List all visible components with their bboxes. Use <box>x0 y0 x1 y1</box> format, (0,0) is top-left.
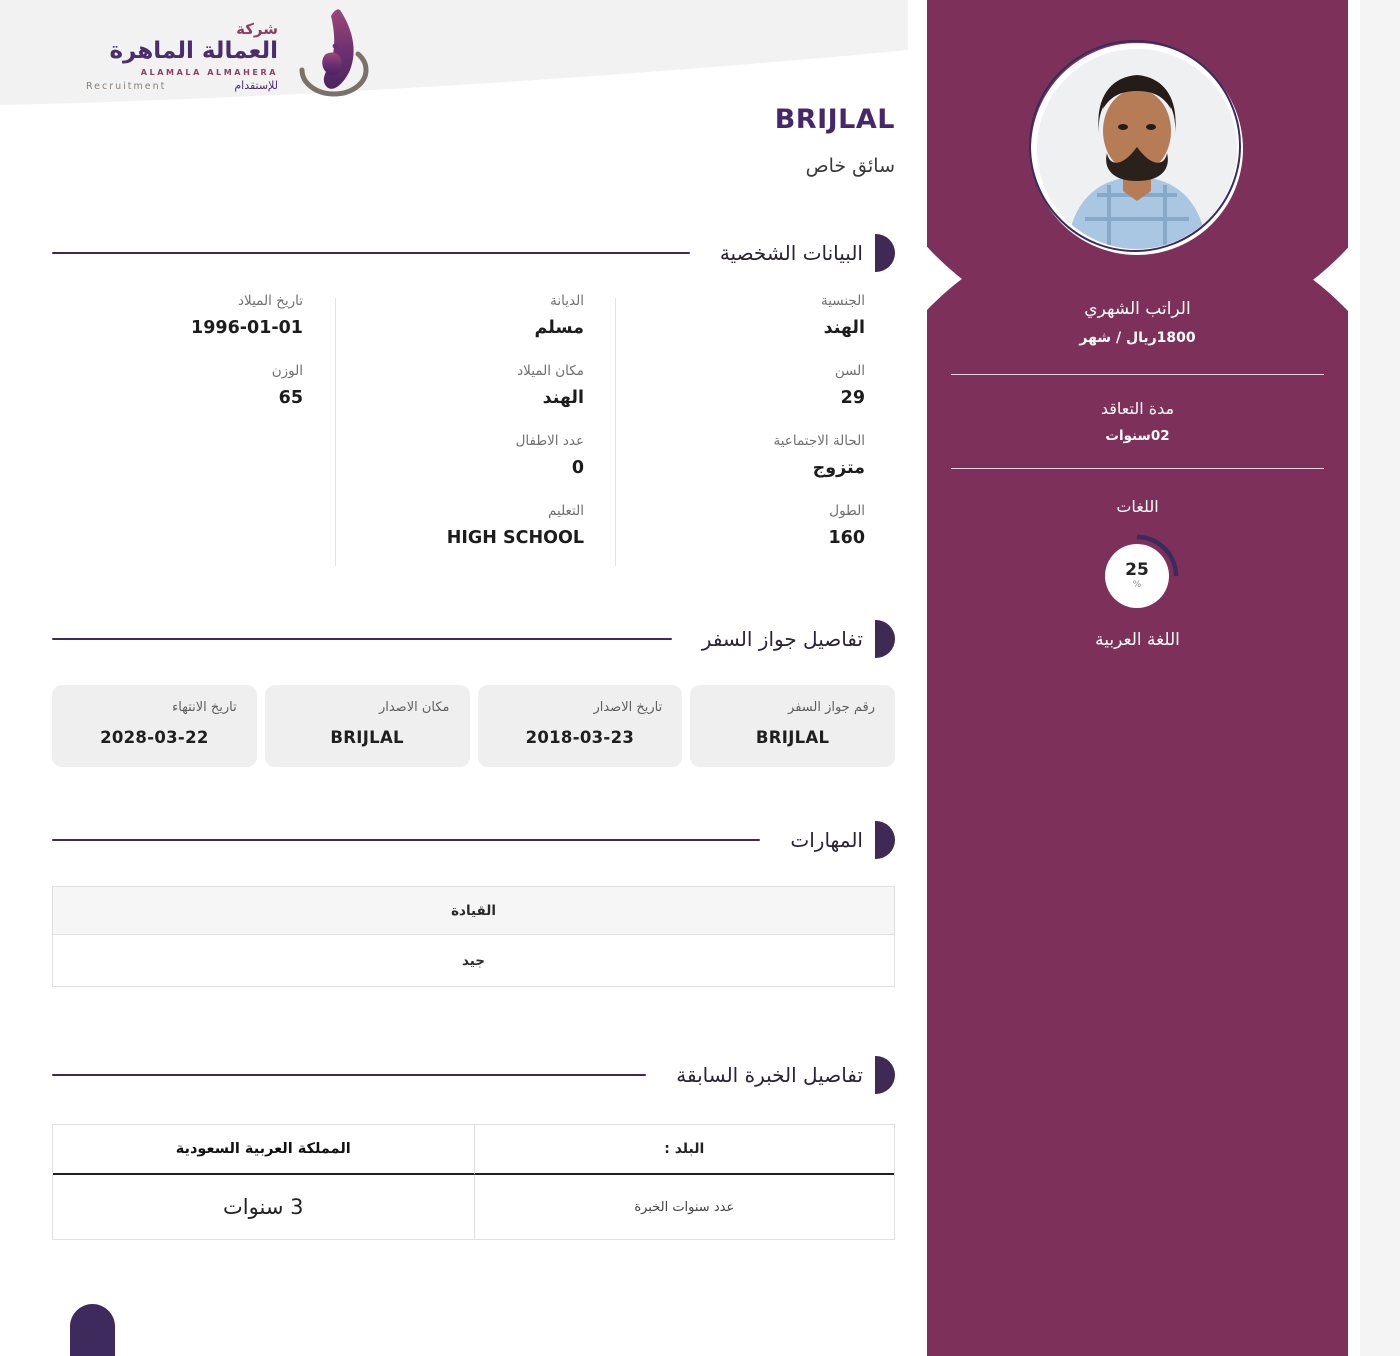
field-value: الهند <box>823 318 865 338</box>
field-label: الديانة <box>550 293 584 309</box>
contract-duration-label: مدة التعاقد <box>1100 399 1175 418</box>
field-height <box>614 503 895 548</box>
field-label: الوزن <box>271 363 303 379</box>
card-value: 2028-03-22 <box>100 728 209 747</box>
field-birth-place <box>333 363 614 408</box>
salary-label: الراتب الشهري <box>1084 299 1191 319</box>
language-percent-value: 25 <box>1125 560 1149 580</box>
field-education <box>333 503 614 548</box>
field-value: 1996-01-01 <box>191 318 303 338</box>
column-divider <box>615 298 616 566</box>
cv-main-column <box>52 0 895 1356</box>
language-name: اللغة العربية <box>1095 630 1180 650</box>
section-marker-icon <box>875 620 895 658</box>
field-label: الطول <box>829 503 865 519</box>
experience-years-label: عدد سنوات الخبرة <box>634 1199 735 1215</box>
field-value: متزوج <box>812 458 865 478</box>
field-age <box>614 363 895 408</box>
section-title-passport: تفاصيل جواز السفر <box>701 627 863 651</box>
passport-cards <box>52 685 895 767</box>
section-rule <box>52 839 760 841</box>
field-value: 0 <box>571 458 584 478</box>
field-nationality <box>614 293 895 338</box>
field-label: تاريخ الميلاد <box>238 293 303 309</box>
personal-data-grid <box>52 293 895 548</box>
grid-spacer <box>52 433 333 478</box>
passport-number-card <box>690 685 895 767</box>
experience-table <box>52 1124 895 1240</box>
section-title-skills: المهارات <box>790 828 863 852</box>
cv-sidebar <box>927 0 1348 1356</box>
section-marker-icon <box>875 821 895 859</box>
field-value: مسلم <box>534 318 584 338</box>
section-rule <box>52 252 690 254</box>
field-value: الهند <box>542 388 584 408</box>
logo-company-name-en: ALAMALA ALMAHERA <box>140 67 278 77</box>
field-value: HIGH SCHOOL <box>446 528 584 548</box>
card-value: BRIJLAL <box>330 728 404 747</box>
field-label: الحالة الاجتماعية <box>773 433 865 449</box>
section-header-personal <box>52 234 895 272</box>
field-label: عدد الاطفال <box>515 433 584 449</box>
passport-issue-place-card <box>265 685 470 767</box>
logo-company-name-ar: العمالة الماهرة <box>109 38 278 65</box>
footer-pill-decoration <box>70 1304 115 1356</box>
candidate-job-title: سائق خاص <box>805 155 895 177</box>
sidebar-divider <box>951 374 1324 375</box>
right-edge-strip <box>1360 0 1400 1356</box>
languages-label: اللغات <box>1116 497 1159 516</box>
experience-country-value: المملكة العربية السعودية <box>175 1141 351 1157</box>
section-title-experience: تفاصيل الخبرة السابقة <box>676 1063 863 1087</box>
field-marital-status <box>614 433 895 478</box>
percent-sign: % <box>1132 580 1142 590</box>
experience-country-value-cell <box>53 1125 474 1175</box>
experience-years-value-cell <box>53 1175 474 1239</box>
candidate-photo <box>1037 49 1237 249</box>
candidate-photo-image <box>1037 49 1237 249</box>
sidebar-background <box>927 500 1348 1356</box>
card-label: تاريخ الاصدار <box>593 700 663 715</box>
field-value: 160 <box>828 528 865 548</box>
passport-issue-date-card <box>478 685 683 767</box>
card-value: BRIJLAL <box>755 728 830 747</box>
experience-years-label-cell <box>474 1175 895 1239</box>
language-progress-gauge <box>1093 532 1181 620</box>
section-rule <box>52 638 672 640</box>
section-header-passport <box>52 620 895 658</box>
field-birth-date <box>52 293 333 338</box>
field-label: التعليم <box>548 503 584 519</box>
passport-expiry-date-card <box>52 685 257 767</box>
logo-tagline-en: Recruitment <box>86 80 167 92</box>
section-header-experience <box>52 1056 895 1094</box>
candidate-name: BRIJLAL <box>774 104 895 135</box>
card-label: رقم جواز السفر <box>788 700 875 715</box>
logo-word-sharika: شركة <box>236 20 278 39</box>
skills-value: جيد <box>53 935 894 986</box>
column-divider <box>335 298 336 566</box>
section-title-personal: البيانات الشخصية <box>719 241 863 265</box>
section-marker-icon <box>875 1056 895 1094</box>
progress-circle <box>1105 544 1169 608</box>
field-label: السن <box>834 363 865 379</box>
experience-years-value: 3 سنوات <box>223 1195 304 1219</box>
field-weight <box>52 363 333 408</box>
logo-tagline-ar: للإستقدام <box>234 78 278 92</box>
experience-country-label-cell <box>474 1125 895 1175</box>
card-label: تاريخ الانتهاء <box>172 700 237 715</box>
contract-duration-value: 02سنوات <box>1105 428 1170 444</box>
field-value: 65 <box>278 388 303 408</box>
field-value: 29 <box>840 388 865 408</box>
section-header-skills <box>52 821 895 859</box>
field-religion <box>333 293 614 338</box>
field-children-count <box>333 433 614 478</box>
section-marker-icon <box>875 234 895 272</box>
field-label: مكان الميلاد <box>517 363 584 379</box>
salary-value: 1800ريال / شهر <box>1079 330 1196 346</box>
experience-country-label: البلد : <box>664 1141 705 1157</box>
section-rule <box>52 1074 646 1076</box>
card-value: 2018-03-23 <box>525 728 635 747</box>
skills-table <box>52 886 895 987</box>
sidebar-divider <box>951 468 1324 469</box>
skills-column-header: القيادة <box>53 887 894 935</box>
card-label: مكان الاصدار <box>378 700 450 715</box>
field-label: الجنسية <box>820 293 865 309</box>
